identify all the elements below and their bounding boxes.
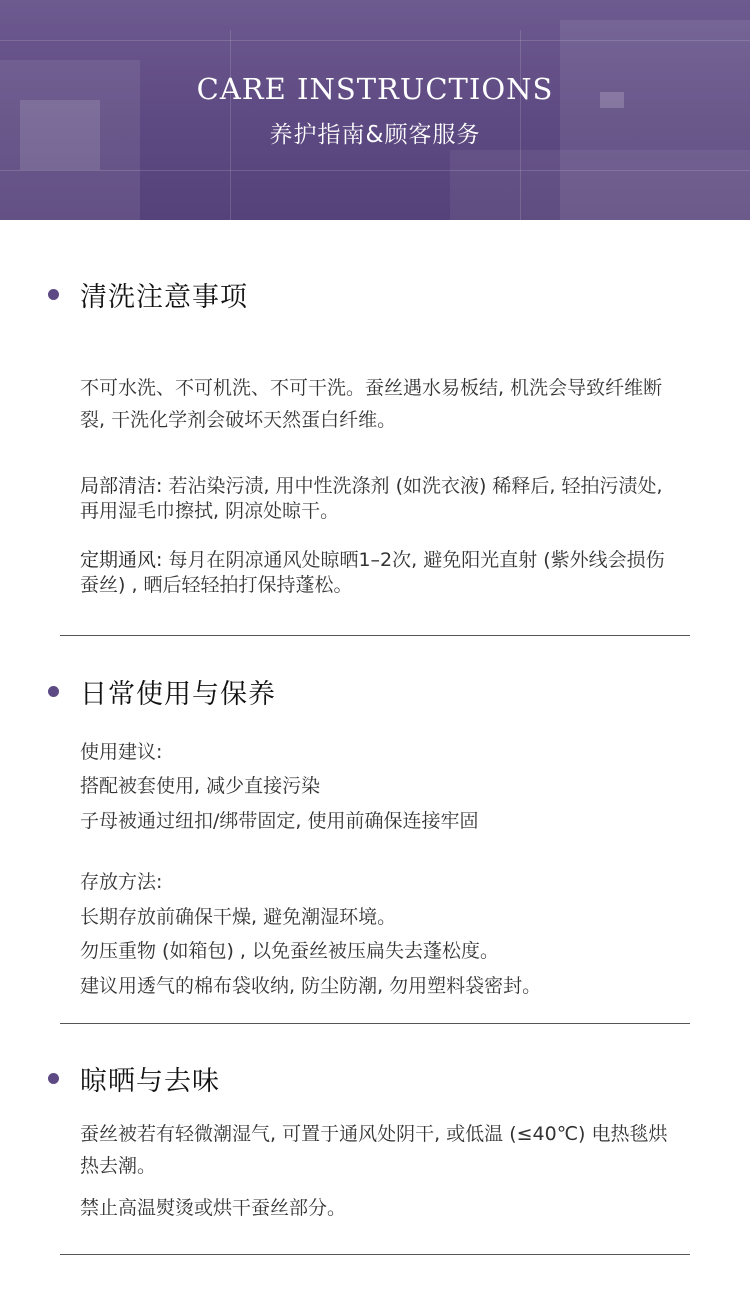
section-divider [60,1023,690,1024]
usage-tip-line: 搭配被套使用, 减少直接污染 [80,775,321,797]
storage-label: 存放方法: [80,871,163,893]
bullet-dot-icon [48,289,59,300]
section-title: 清洗注意事项 [80,281,248,313]
local-cleaning-label: 局部清洁: [80,475,163,497]
section-title: 晾晒与去味 [80,1065,220,1097]
airing-paragraph: 蚕丝被若有轻微潮湿气, 可置于通风处阴干, 或低温 (≤40℃) 电热毯烘热去潮。 [80,1123,668,1177]
storage-line: 建议用透气的棉布袋收纳, 防尘防潮, 勿用塑料袋密封。 [80,975,542,997]
background-line [0,170,750,171]
usage-tips-label: 使用建议: [80,741,163,763]
washing-intro-text: 不可水洗、不可机洗、不可干洗。蚕丝遇水易板结, 机洗会导致纤维断裂, 干洗化学剂会破坏天然蛋白纤维。 [80,377,663,431]
bullet-dot-icon [48,1073,59,1084]
hero-banner [0,0,750,220]
local-cleaning-text [80,474,670,524]
ventilation-text [80,548,670,598]
section-heading-daily-care [48,671,276,711]
hero-subtitle: 养护指南&顾客服务 [269,122,481,148]
ventilation-body: 每月在阴凉通风处晾晒1–2次, 避免阳光直射 (紫外线会损伤蚕丝) , 晒后轻轻拍打保持蓬松。 [80,549,665,596]
hero-title: CARE INSTRUCTIONS [196,72,554,106]
section-divider [60,1254,690,1255]
bullet-dot-icon [48,686,59,697]
section-divider [60,635,690,636]
section-title: 日常使用与保养 [80,678,276,710]
storage-line: 长期存放前确保干燥, 避免潮湿环境。 [80,906,397,928]
airing-warning-line: 禁止高温熨烫或烘干蚕丝部分。 [80,1197,347,1219]
section-heading-washing [48,274,248,314]
local-cleaning-body: 若沾染污渍, 用中性洗涤剂 (如洗衣液) 稀释后, 轻拍污渍处, 再用湿毛巾擦拭, 阴凉处晾干。 [80,475,663,522]
section-heading-airing [48,1058,220,1098]
ventilation-label: 定期通风: [80,549,163,571]
background-line [0,40,750,41]
background-desk-shape [450,150,750,220]
storage-line: 勿压重物 (如箱包) , 以免蚕丝被压扁失去蓬松度。 [80,940,499,962]
usage-tip-line: 子母被通过纽扣/绑带固定, 使用前确保连接牢固 [80,810,479,832]
